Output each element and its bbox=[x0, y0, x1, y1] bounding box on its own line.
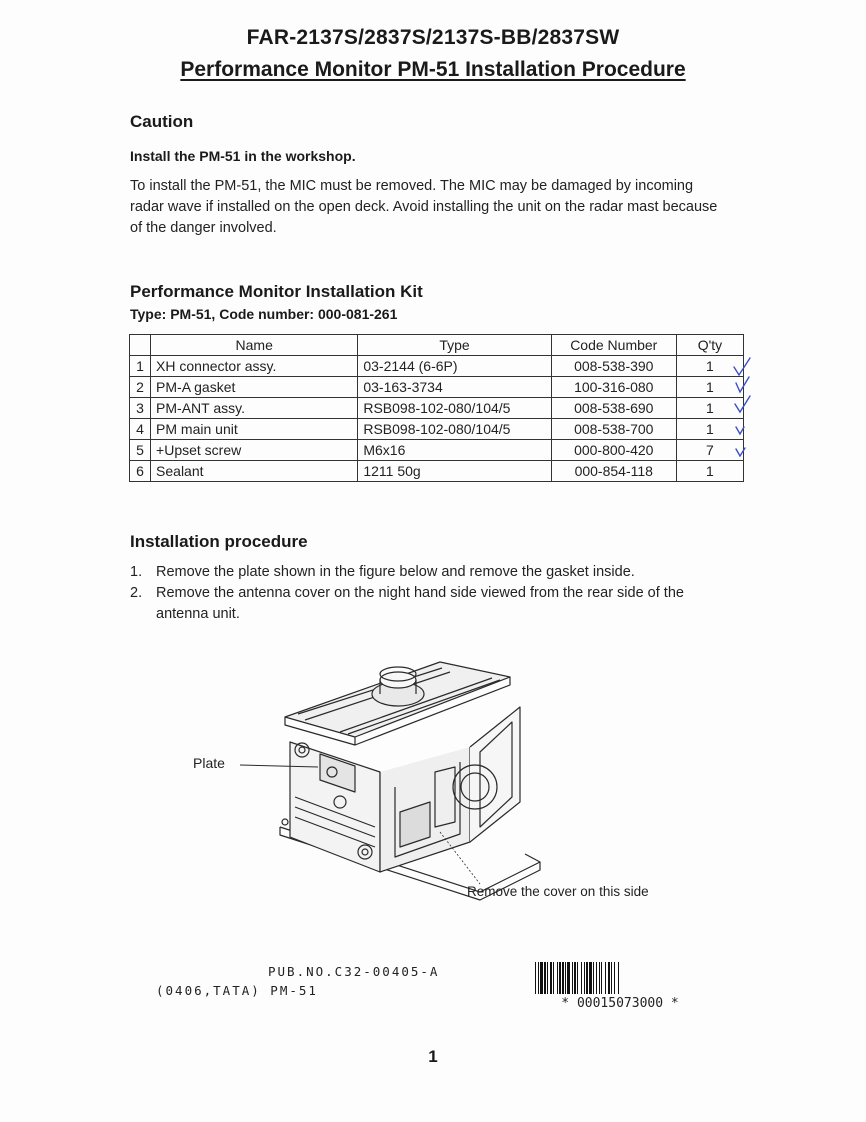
row-name: +Upset screw bbox=[151, 440, 358, 461]
col-type: Type bbox=[358, 335, 551, 356]
list-item bbox=[130, 583, 740, 625]
row-qty: 7 bbox=[676, 440, 743, 461]
row-number: 4 bbox=[130, 419, 151, 440]
barcode-bar bbox=[557, 962, 558, 994]
remove-cover-label: Remove the cover on this side bbox=[467, 884, 649, 899]
row-type: M6x16 bbox=[358, 440, 551, 461]
step-text: Remove the plate shown in the figure below and remove the gasket inside. bbox=[156, 564, 635, 580]
barcode-bar bbox=[618, 962, 619, 994]
row-name: PM main unit bbox=[151, 419, 358, 440]
barcode-bar bbox=[581, 962, 582, 994]
barcode-bar bbox=[567, 962, 570, 994]
barcode-number: * 00015073000 * bbox=[561, 996, 679, 1011]
barcode-bar bbox=[553, 962, 554, 994]
barcode-bar bbox=[596, 962, 597, 994]
row-code: 008-538-390 bbox=[551, 356, 676, 377]
row-qty: 1 bbox=[676, 356, 743, 377]
row-type: RSB098-102-080/104/5 bbox=[358, 419, 551, 440]
row-type: 03-2144 (6-6P) bbox=[358, 356, 551, 377]
kit-table bbox=[129, 334, 744, 482]
pub-line-2: (0406,TATA) PM-51 bbox=[156, 983, 318, 998]
barcode-bar bbox=[605, 962, 606, 994]
row-code: 008-538-700 bbox=[551, 419, 676, 440]
barcode-bar bbox=[593, 962, 594, 994]
table-row bbox=[130, 440, 744, 461]
barcode-bar bbox=[614, 962, 615, 994]
check-mark-icon bbox=[735, 396, 750, 412]
table-row bbox=[130, 356, 744, 377]
col-number bbox=[130, 335, 151, 356]
barcode-bar bbox=[550, 962, 552, 994]
table-row bbox=[130, 398, 744, 419]
row-name: PM-ANT assy. bbox=[151, 398, 358, 419]
check-mark-icon bbox=[734, 358, 750, 375]
barcode-bar bbox=[535, 962, 536, 994]
row-name: PM-A gasket bbox=[151, 377, 358, 398]
row-number: 1 bbox=[130, 356, 151, 377]
barcode-bar bbox=[572, 962, 573, 994]
document-subtitle: Performance Monitor PM-51 Installation Procedure bbox=[180, 58, 686, 81]
publication-number bbox=[156, 962, 439, 1000]
col-code: Code Number bbox=[551, 335, 676, 356]
step-number: 2. bbox=[130, 585, 143, 601]
barcode-bar bbox=[538, 962, 539, 994]
col-name: Name bbox=[151, 335, 358, 356]
barcode bbox=[535, 962, 705, 994]
barcode-bar bbox=[601, 962, 602, 994]
row-name: XH connector assy. bbox=[151, 356, 358, 377]
barcode-bar bbox=[584, 962, 585, 994]
col-qty: Q'ty bbox=[676, 335, 743, 356]
antenna-unit-illustration bbox=[180, 622, 700, 912]
barcode-bar bbox=[544, 962, 546, 994]
barcode-bar bbox=[589, 962, 592, 994]
barcode-bar bbox=[577, 962, 578, 994]
list-item bbox=[130, 562, 740, 583]
plate-label: Plate bbox=[193, 755, 225, 771]
row-code: 000-854-118 bbox=[551, 461, 676, 482]
procedure-heading: Installation procedure bbox=[130, 532, 308, 551]
handwritten-check-marks bbox=[730, 357, 760, 467]
row-type: 03-163-3734 bbox=[358, 377, 551, 398]
kit-table-header bbox=[130, 335, 744, 356]
kit-heading: Performance Monitor Installation Kit bbox=[130, 282, 423, 301]
barcode-bar bbox=[559, 962, 561, 994]
procedure-steps bbox=[130, 562, 740, 625]
check-mark-icon bbox=[736, 377, 749, 392]
table-row bbox=[130, 461, 744, 482]
row-name: Sealant bbox=[151, 461, 358, 482]
step-number: 1. bbox=[130, 564, 143, 580]
caution-text: To install the PM-51, the MIC must be removed. The MIC may be damaged by incoming radar wave if installed on the open deck. Avoid installing the unit on the radar mast because of the danger involved. bbox=[130, 178, 718, 236]
barcode-bar bbox=[574, 962, 576, 994]
row-number: 6 bbox=[130, 461, 151, 482]
row-qty: 1 bbox=[676, 377, 743, 398]
barcode-bar bbox=[547, 962, 548, 994]
row-qty: 1 bbox=[676, 398, 743, 419]
page-number: 1 bbox=[428, 1047, 438, 1066]
row-number: 5 bbox=[130, 440, 151, 461]
table-row bbox=[130, 419, 744, 440]
barcode-bar bbox=[608, 962, 610, 994]
row-code: 000-800-420 bbox=[551, 440, 676, 461]
row-code: 100-316-080 bbox=[551, 377, 676, 398]
row-code: 008-538-690 bbox=[551, 398, 676, 419]
row-qty: 1 bbox=[676, 419, 743, 440]
check-mark-icon bbox=[736, 448, 745, 456]
caution-subheading: Install the PM-51 in the workshop. bbox=[130, 148, 356, 164]
row-type: 1211 50g bbox=[358, 461, 551, 482]
barcode-bar bbox=[611, 962, 612, 994]
pub-line-1: PUB.NO.C32-00405-A bbox=[268, 964, 440, 979]
step-text: Remove the antenna cover on the night hand side viewed from the rear side of the antenna unit. bbox=[156, 585, 684, 622]
row-number: 2 bbox=[130, 377, 151, 398]
barcode-bar bbox=[565, 962, 566, 994]
table-row bbox=[130, 377, 744, 398]
barcode-bar bbox=[599, 962, 600, 994]
row-type: RSB098-102-080/104/5 bbox=[358, 398, 551, 419]
kit-type-line: Type: PM-51, Code number: 000-081-261 bbox=[130, 306, 398, 322]
caution-heading: Caution bbox=[130, 112, 194, 131]
barcode-bar bbox=[562, 962, 564, 994]
barcode-bar bbox=[540, 962, 543, 994]
row-number: 3 bbox=[130, 398, 151, 419]
row-qty: 1 bbox=[676, 461, 743, 482]
barcode-bar bbox=[586, 962, 588, 994]
document-title: FAR-2137S/2837S/2137S-BB/2837SW bbox=[246, 26, 620, 49]
check-mark-icon bbox=[736, 427, 744, 434]
